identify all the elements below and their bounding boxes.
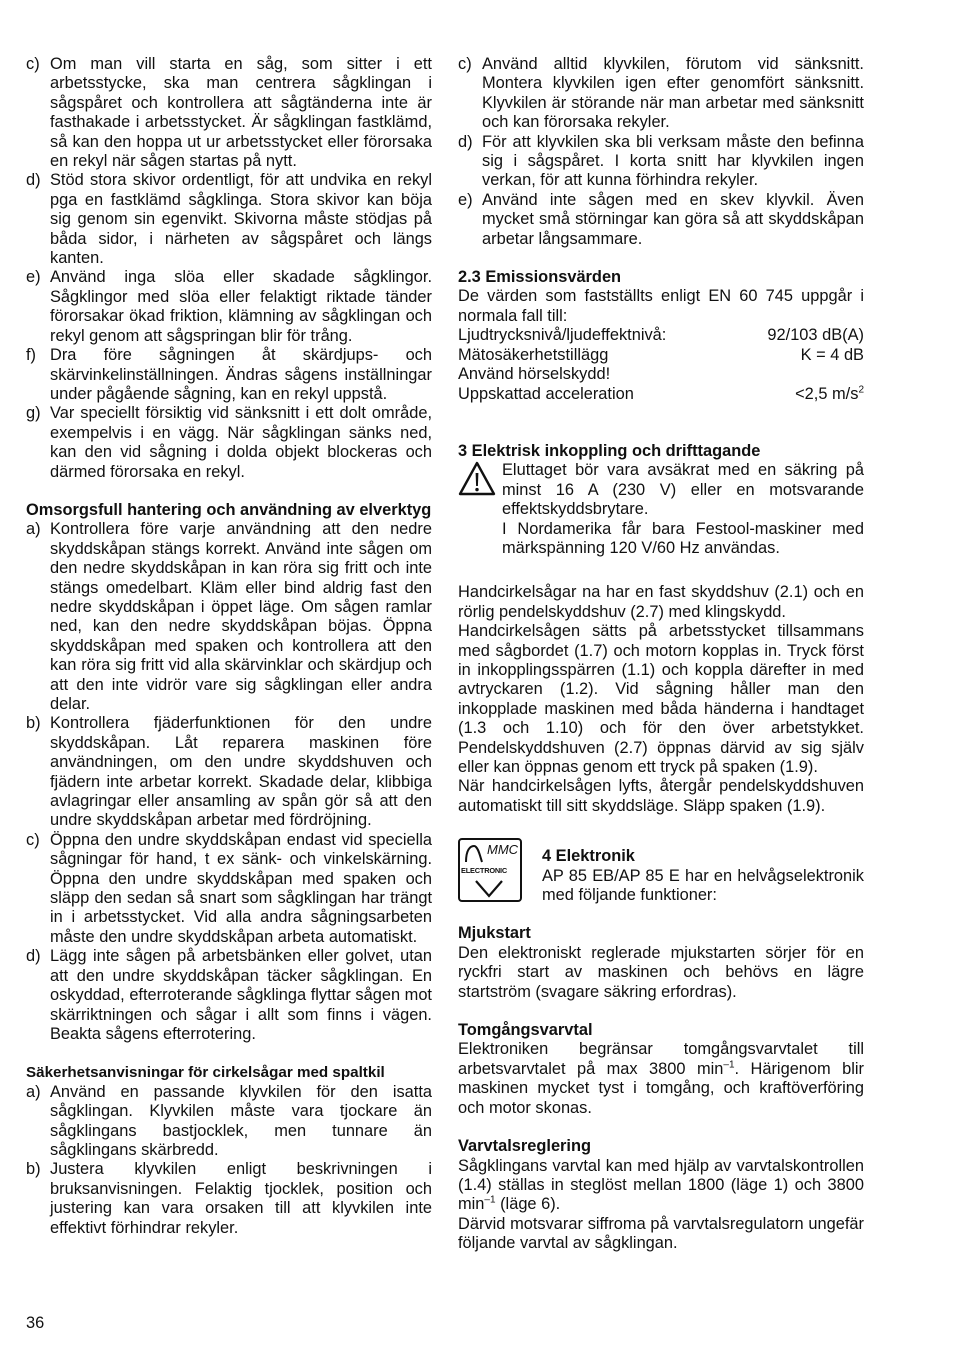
paragraph: Handcirkelsågar na har en fast skyddshuv (2.1) och en rörlig pendelskyddshuv (2.7) med klingskydd.	[458, 583, 864, 621]
paragraph	[458, 1157, 864, 1215]
emission-row	[458, 326, 864, 345]
electrical-section	[458, 442, 864, 816]
accel-exponent: 2	[858, 384, 864, 396]
list-text: Lägg inte sågen på arbetsbänken eller golvet, utan att den undre skyddskåpan täcker sågklingan. En oskyddad, efterroterande sågklinga flyttar sågen mot skärriktningen och sågar i allt som finns i vägen. Beakta sågens efterrotering.	[50, 947, 432, 1043]
list-label: e)	[26, 268, 41, 287]
list-item	[26, 714, 432, 830]
list-text: Kontrollera fjäderfunktionen för den undre skyddskåpan. Låt reparera maskinen före användningen, om den undre skyddshuven och fjädern inte arbetar korrekt. Skadade delar, klibbiga avlagringar eller ansamling av spån gör så att den undre skyddskåpan arbetar med fördröjning.	[50, 714, 432, 830]
text-part: . Härigenom blir maskinen mycket tyst i tomgång, och kraftöverföring och motor skonas.	[458, 1059, 864, 1117]
list-text: Använd alltid klyvkilen, förutom vid sänksnitt. Montera klyvkilen igen efter genomfört sänksnitt. Klyvkilen är störande när man arbetar med sänksnitt och kan förorsaka rekyler.	[482, 55, 864, 132]
emission-intro: De värden som fastställts enligt EN 60 745 uppgår i normala fall till:	[458, 287, 864, 325]
list-label: f)	[26, 346, 37, 365]
subheading: Varvtalsreglering	[458, 1137, 592, 1156]
list-text: För att klyvkilen ska bli verksam måste den befinna sig i sågspåret. I korta snitt har klyvkilen ingen verkan, för att kunna förhindra rekyler.	[482, 132, 864, 190]
section-heading: Säkerhetsanvisningar för cirkelsågar med spaltkil	[26, 1064, 385, 1082]
icon-label-mmc: MMC	[487, 842, 519, 858]
list-label: c)	[26, 830, 40, 849]
recoil-list	[26, 55, 432, 482]
list-text: Använd en passande klyvkilen för den isatta sågklingan. Klyvkilen måste vara tjockare än sågklingans bastjocklek, men tunnare än sågklingans skärbredd.	[50, 1082, 432, 1159]
electronics-header	[458, 838, 864, 905]
warning-text: Eluttaget bör vara avsäkrat med en säkring på minst 16 A (230 V) eller en motsvarande effektskyddsbrytare.	[502, 461, 864, 519]
subheading: Mjukstart	[458, 924, 531, 943]
list-item	[26, 55, 432, 171]
list-text: Justera klyvkilen enligt beskrivningen i bruksanvisningen. Felaktig tjocklek, position och justering kan vara orsaken till att klyvkilen inte effektivt förhindrar rekyler.	[50, 1160, 432, 1237]
list-text: Var speciellt försiktig vid sänksnitt i ett dolt område, exempelvis i en vägg. När sågklingan sänks ned, kan den vid sågning i dolda objekt blockeras och därmed förorsaka en rekyl.	[50, 404, 432, 481]
electronics-intro: AP 85 EB/AP 85 E har en helvågselektronik med följande funktioner:	[542, 866, 864, 905]
list-item	[26, 268, 432, 346]
list-label: b)	[26, 714, 41, 733]
list-label: d)	[458, 132, 473, 151]
accel-value: <2,5 m/s	[795, 384, 859, 403]
list-label: e)	[458, 190, 473, 209]
list-item	[26, 1083, 432, 1161]
riving-knife-list	[26, 1083, 432, 1238]
list-label: a)	[26, 1082, 41, 1101]
left-column	[26, 55, 432, 1238]
emission-label: Uppskattad acceleration	[458, 384, 634, 403]
list-item	[26, 404, 432, 482]
paragraph: Handcirkelsågen sätts på arbetsstycket tillsammans med sågbordet (1.7) och motorn kopplas in. Tryck först in inkopplingsspärren (1.1) och koppla därefter in med avtryckaren (1.2). Vid sågning håller man den inkopplade maskinen med båda händerna i handtaget (1.3 och 1.10) och för den över arbetstykket. Pendelskyddshuven (2.7) öppnas därvid av sig själv eller kan öppnas genom ett tryck på spaken (1.9).	[458, 622, 864, 776]
list-text: Om man vill starta en såg, som sitter i ett arbetsstycke, ska man centrera sågklingan i sågspåret och kontrollera att sågtänderna inte är fasthakade i arbetsstycket. Är sågklingan fastklämd, så kan den hoppa ut ur arbetsstycket eller förorsaka en rekyl när sågen startas på nytt.	[50, 55, 432, 171]
list-label: d)	[26, 171, 41, 190]
warning-icon	[458, 461, 502, 558]
list-label: g)	[26, 404, 41, 423]
paragraph: Därvid motsvarar siffroma på varvtalsregulatorn ungefär följande varvtal av sågklingan.	[458, 1214, 864, 1253]
paragraph: Den elektroniskt reglerade mjukstarten sörjer för en ryckfri start av maskinen och behövs en lägre startström (svagare säkring erfordras).	[458, 943, 864, 1001]
list-text: Kontrollera före varje användning att den nedre skyddskåpan stängs korrekt. Använd inte sågen om den nedre skyddskåpan in kan röra sig fritt och inte stängs omedelbart. Kläm eller bind aldrig fast den nedre skyddskåpan i öppet läge. Om sågen ramlar ned, kan den nedre skyddskåpan böjas. Öppna skyddskåpan med spaken och kontrollera att den kan röra sig fritt vid alla skärvinklar och skärdjup och att den inte vidrör vare sig sågklingan eller andra delar.	[50, 520, 432, 713]
list-text: Öppna den undre skyddskåpan endast vid speciella sågningar för hand, t ex sänk- och vinkelskärning. Öppna den undre skyddskåpan med spaken och släpp den sedan så snart som sågklingan har trängt in i arbetsstycket. Vid alla andra sågningsarbeten måste den undre skyddskåpan arbeta automatiskt.	[50, 830, 432, 946]
list-item	[26, 346, 432, 404]
exponent: –1	[723, 1059, 735, 1071]
subheading: Tomgångsvarvtal	[458, 1021, 593, 1040]
list-item	[26, 171, 432, 268]
text-part: Sågklingans varvtal kan med hjälp av varvtalskontrollen (1.4) ställas in steglöst mellan 1800 (läge 1) och 3800 min	[458, 1156, 864, 1214]
list-item	[26, 831, 432, 947]
right-column	[458, 55, 864, 1254]
section-heading: Omsorgsfull hantering och användning av elverktyg	[26, 500, 432, 519]
list-text: Stöd stora skivor ordentligt, för att undvika en rekyl pga en fastklämd sågklinga. Stora skivor kan böja sig genom sin egenvikt. Skivorna måste stödjas på båda sidor, i närheten av sågspåret och längs kanten.	[50, 171, 432, 268]
text-part: (läge 6).	[495, 1195, 561, 1214]
list-text: Dra före sågningen åt skärdjups- och skärvinkelinställningen. Ändras sågens inställningar under pågående sågning, kan en rekyl uppstå.	[50, 346, 432, 403]
warning-block	[458, 461, 864, 558]
text-part: Elektroniken begränsar tomgångsvarvtalet till arbetsvarvtalet på max 3800 min	[458, 1040, 864, 1078]
paragraph	[458, 1040, 864, 1118]
paragraph: När handcirkelsågen lyfts, återgår pendelskyddshuven automatiskt till sitt skyddsläge. Släpp spaken (1.9).	[458, 777, 864, 815]
list-label: c)	[26, 55, 40, 73]
emission-value: K = 4 dB	[800, 345, 864, 364]
emission-row	[458, 385, 864, 404]
exponent: –1	[484, 1194, 496, 1206]
list-text: Använd inte sågen med en skev klyvkil. Även mycket små störningar kan göra så att skyddskåpan arbetar långsammare.	[482, 190, 864, 248]
list-item	[458, 191, 864, 249]
emission-section	[458, 268, 864, 404]
list-label: b)	[26, 1160, 41, 1179]
page-number: 36	[26, 1314, 45, 1332]
warning-text: I Nordamerika får bara Festool-maskiner med märkspänning 120 V/60 Hz användas.	[502, 519, 864, 557]
list-item	[26, 520, 432, 714]
list-item	[458, 55, 864, 133]
hearing-protection-note: Använd hörselskydd!	[458, 365, 611, 384]
riving-knife-list-continued	[458, 55, 864, 249]
list-item	[458, 133, 864, 191]
handling-list	[26, 520, 432, 1044]
mmc-electronic-icon	[458, 838, 542, 902]
emission-label: Mätosäkerhetstillägg	[458, 345, 609, 364]
electronics-section	[458, 838, 864, 1253]
emission-row	[458, 346, 864, 365]
section-heading: 3 Elektrisk inkoppling och drifttagande	[458, 441, 761, 460]
icon-label-electronic: ELECTRONIC	[461, 866, 508, 876]
section-heading: 2.3 Emissionsvärden	[458, 268, 622, 287]
emission-value	[795, 385, 864, 404]
list-label: a)	[26, 520, 41, 539]
emission-label: Ljudtrycksnivå/ljudeffektnivå:	[458, 326, 667, 345]
list-label: d)	[26, 947, 41, 966]
list-item	[26, 947, 432, 1044]
list-item	[26, 1160, 432, 1238]
emission-value: 92/103 dB(A)	[767, 326, 864, 345]
list-text: Använd inga slöa eller skadade sågklingor. Sågklingor med slöa eller felaktigt riktade tänder förorsakar ökad friktion, klämning av sågklingan och rekyl genom att sågspringan blir för trång.	[50, 268, 432, 345]
list-label: c)	[458, 55, 472, 73]
section-heading: 4 Elektronik	[542, 847, 635, 866]
